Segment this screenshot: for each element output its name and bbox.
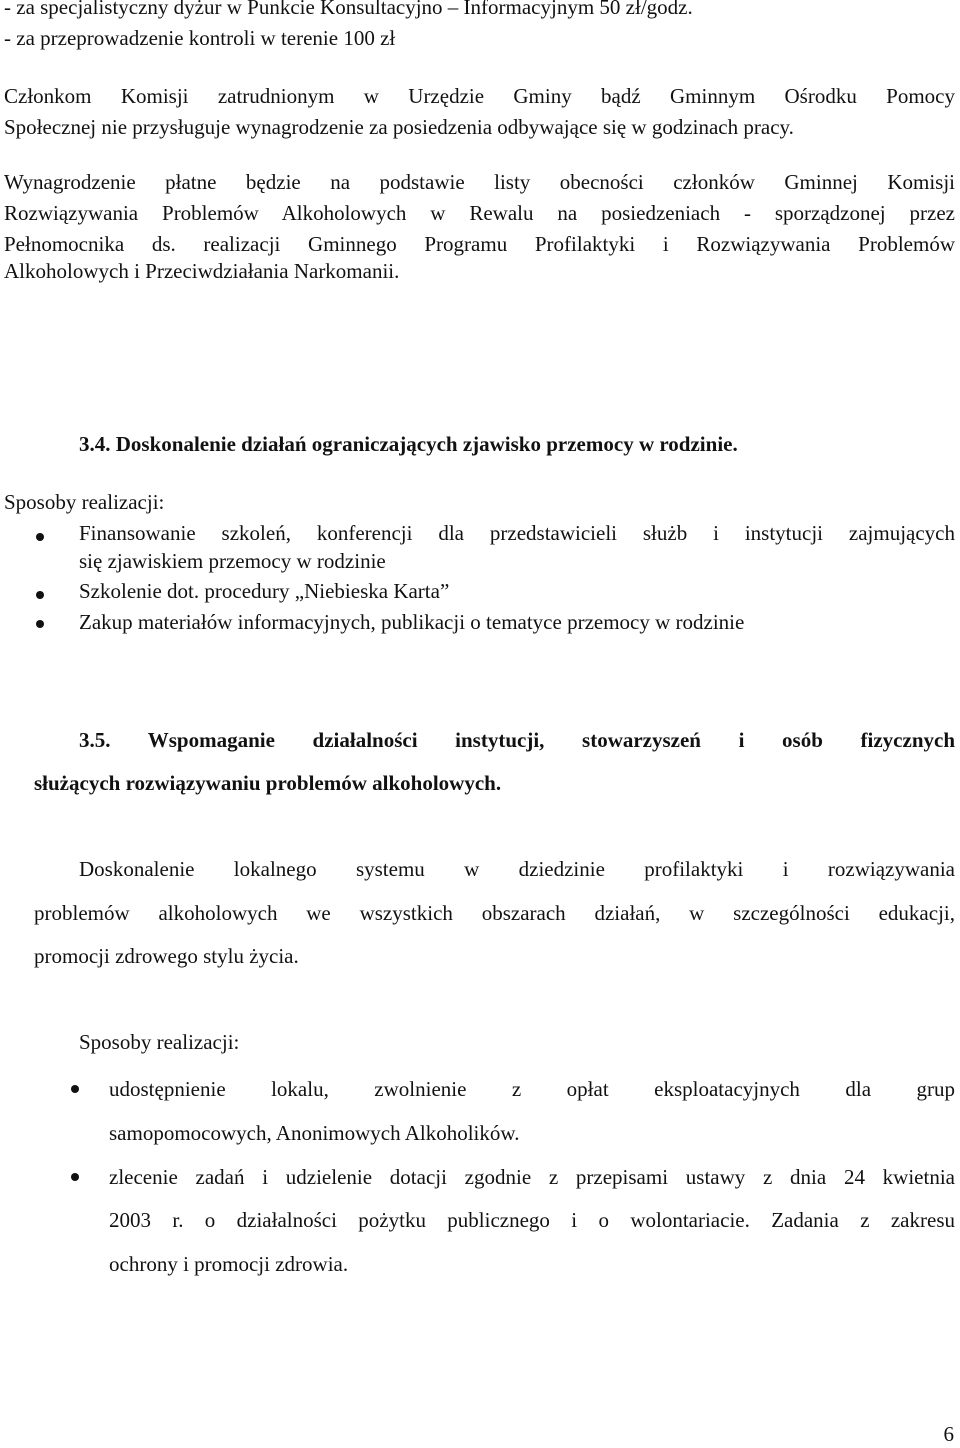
section-3-5-methods-label: Sposoby realizacji: [79, 1030, 240, 1054]
section-3-5-bullet-1-line-2: samopomocowych, Anonimowych Alkoholików. [109, 1121, 520, 1145]
section-3-4-bullet-3: Zakup materiałów informacyjnych, publikacji o tematyce przemocy w rodzinie [79, 610, 745, 634]
section-3-5-heading-line-1: 3.5. Wspomaganie działalności instytucji, stowarzyszeń i osób fizycznych [79, 728, 955, 752]
paragraph-commission-line-1: Członkom Komisji zatrudnionym w Urzędzie Gminy bądź Gminnym Ośrodku Pomocy [4, 84, 955, 108]
bullet-icon [71, 1085, 79, 1093]
section-3-5-intro-line-2: problemów alkoholowych we wszystkich obszarach działań, w szczególności edukacji, [34, 901, 955, 925]
paragraph-payment-line-3: Pełnomocnika ds. realizacji Gminnego Programu Profilaktyki i Rozwiązywania Problemów [4, 232, 955, 256]
page-number: 6 [943, 1422, 954, 1446]
section-3-4-bullet-2: Szkolenie dot. procedury „Niebieska Karta” [79, 579, 450, 603]
paragraph-payment-line-4: Alkoholowych i Przeciwdziałania Narkomanii. [4, 259, 400, 283]
fee-line-inspection: - za przeprowadzenie kontroli w terenie 100 zł [4, 26, 396, 50]
section-3-4-heading: 3.4. Doskonalenie działań ograniczających zjawisko przemocy w rodzinie. [79, 432, 738, 456]
paragraph-payment-line-2: Rozwiązywania Problemów Alkoholowych w Rewalu na posiedzeniach - sporządzonej przez [4, 201, 955, 225]
section-3-5-intro-line-1: Doskonalenie lokalnego systemu w dziedzinie profilaktyki i rozwiązywania [79, 857, 955, 881]
fee-line-duty: - za specjalistyczny dyżur w Punkcie Konsultacyjno – Informacyjnym 50 zł/godz. [4, 0, 693, 19]
paragraph-commission-line-2: Społecznej nie przysługuje wynagrodzenie za posiedzenia odbywające się w godzinach pracy. [4, 115, 794, 139]
section-3-4-methods-label: Sposoby realizacji: [4, 490, 165, 514]
section-3-4-bullet-1-line-2: się zjawiskiem przemocy w rodzinie [79, 549, 386, 573]
section-3-4-bullet-1-line-1: Finansowanie szkoleń, konferencji dla przedstawicieli służb i instytucji zajmujących [79, 521, 955, 545]
section-3-5-bullet-1-line-1: udostępnienie lokalu, zwolnienie z opłat eksploatacyjnych dla grup [109, 1077, 955, 1101]
bullet-icon [71, 1173, 79, 1181]
section-3-5-bullet-2-line-2: 2003 r. o działalności pożytku publicznego i o wolontariacie. Zadania z zakresu [109, 1208, 955, 1232]
section-3-5-bullet-2-line-1: zlecenie zadań i udzielenie dotacji zgodnie z przepisami ustawy z dnia 24 kwietnia [109, 1165, 955, 1189]
section-3-5-intro-line-3: promocji zdrowego stylu życia. [34, 944, 299, 968]
section-3-5-heading-line-2: służących rozwiązywaniu problemów alkoholowych. [34, 771, 502, 795]
bullet-icon [36, 620, 44, 628]
bullet-icon [36, 591, 44, 599]
bullet-icon [36, 533, 44, 541]
section-3-5-bullet-2-line-3: ochrony i promocji zdrowia. [109, 1252, 349, 1276]
paragraph-payment-line-1: Wynagrodzenie płatne będzie na podstawie listy obecności członków Gminnej Komisji [4, 170, 955, 194]
